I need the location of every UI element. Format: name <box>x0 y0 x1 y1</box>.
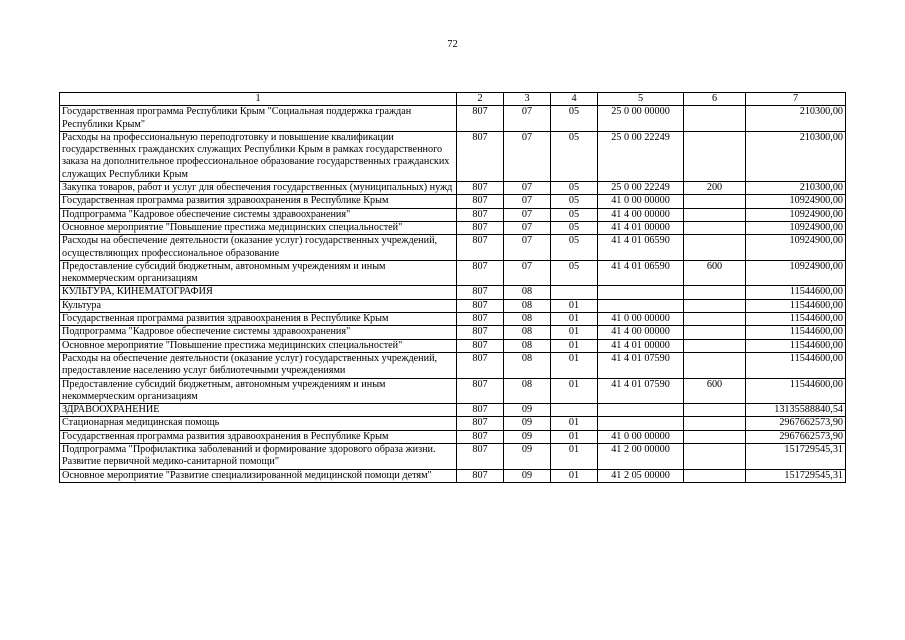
code-cell: 807 <box>457 131 504 181</box>
subsection-cell: 01 <box>551 417 598 430</box>
subsection-cell: 01 <box>551 299 598 312</box>
column-header: 3 <box>504 93 551 106</box>
code-cell: 807 <box>457 444 504 470</box>
target-article-cell: 25 0 00 00000 <box>598 106 684 132</box>
item-name-cell: Подпрограмма "Кадровое обеспечение системы здравоохранения" <box>60 208 457 221</box>
table-row <box>60 313 846 326</box>
amount-cell: 210300,00 <box>746 106 846 132</box>
target-article-cell <box>598 286 684 299</box>
target-article-cell: 41 4 01 00000 <box>598 221 684 234</box>
section-cell: 07 <box>504 235 551 261</box>
code-cell: 807 <box>457 417 504 430</box>
expense-type-cell <box>684 313 746 326</box>
code-cell: 807 <box>457 469 504 482</box>
code-cell: 807 <box>457 339 504 352</box>
amount-cell: 11544600,00 <box>746 313 846 326</box>
item-name-cell: Расходы на обеспечение деятельности (оказание услуг) государственных учреждений, предоставление населению услуг библиотечными учреждениями <box>60 352 457 378</box>
code-cell: 807 <box>457 352 504 378</box>
amount-cell: 210300,00 <box>746 131 846 181</box>
expense-type-cell <box>684 221 746 234</box>
code-cell: 807 <box>457 404 504 417</box>
section-cell: 08 <box>504 286 551 299</box>
code-cell: 807 <box>457 326 504 339</box>
code-cell: 807 <box>457 313 504 326</box>
target-article-cell: 41 4 01 06590 <box>598 235 684 261</box>
subsection-cell: 01 <box>551 378 598 404</box>
section-cell: 09 <box>504 404 551 417</box>
section-cell: 08 <box>504 378 551 404</box>
code-cell: 807 <box>457 182 504 195</box>
column-header: 7 <box>746 93 846 106</box>
amount-cell: 10924900,00 <box>746 195 846 208</box>
expense-type-cell <box>684 195 746 208</box>
subsection-cell: 01 <box>551 326 598 339</box>
target-article-cell <box>598 417 684 430</box>
item-name-cell: Подпрограмма "Кадровое обеспечение системы здравоохранения" <box>60 326 457 339</box>
amount-cell: 151729545,31 <box>746 469 846 482</box>
expense-type-cell <box>684 404 746 417</box>
expense-type-cell <box>684 339 746 352</box>
expense-type-cell <box>684 444 746 470</box>
section-cell: 07 <box>504 195 551 208</box>
table-row <box>60 286 846 299</box>
item-name-cell: Основное мероприятие "Повышение престижа медицинских специальностей" <box>60 339 457 352</box>
table-row <box>60 352 846 378</box>
item-name-cell: Государственная программа развития здравоохранения в Республике Крым <box>60 313 457 326</box>
amount-cell: 2967662573,90 <box>746 430 846 443</box>
subsection-cell: 05 <box>551 195 598 208</box>
target-article-cell: 41 0 00 00000 <box>598 313 684 326</box>
expense-type-cell <box>684 131 746 181</box>
budget-table <box>59 92 846 483</box>
amount-cell: 11544600,00 <box>746 378 846 404</box>
expense-type-cell: 200 <box>684 182 746 195</box>
subsection-cell: 01 <box>551 444 598 470</box>
section-cell: 09 <box>504 444 551 470</box>
amount-cell: 11544600,00 <box>746 339 846 352</box>
table-row <box>60 235 846 261</box>
section-cell: 07 <box>504 182 551 195</box>
table-row <box>60 404 846 417</box>
section-cell: 07 <box>504 221 551 234</box>
target-article-cell: 41 4 01 06590 <box>598 260 684 286</box>
table-row <box>60 299 846 312</box>
item-name-cell: Закупка товаров, работ и услуг для обеспечения государственных (муниципальных) нужд <box>60 182 457 195</box>
item-name-cell: Основное мероприятие "Развитие специализированной медицинской помощи детям" <box>60 469 457 482</box>
table-row <box>60 417 846 430</box>
amount-cell: 11544600,00 <box>746 326 846 339</box>
section-cell: 07 <box>504 131 551 181</box>
target-article-cell: 41 0 00 00000 <box>598 430 684 443</box>
table-row <box>60 339 846 352</box>
subsection-cell <box>551 286 598 299</box>
expense-type-cell <box>684 469 746 482</box>
subsection-cell: 05 <box>551 182 598 195</box>
amount-cell: 10924900,00 <box>746 260 846 286</box>
section-cell: 07 <box>504 106 551 132</box>
section-cell: 07 <box>504 208 551 221</box>
code-cell: 807 <box>457 106 504 132</box>
expense-type-cell <box>684 106 746 132</box>
section-cell: 08 <box>504 339 551 352</box>
subsection-cell: 01 <box>551 339 598 352</box>
table-row <box>60 444 846 470</box>
item-name-cell: Предоставление субсидий бюджетным, автономным учреждениям и иным некоммерческим организациям <box>60 378 457 404</box>
item-name-cell: Основное мероприятие "Повышение престижа медицинских специальностей" <box>60 221 457 234</box>
expense-type-cell: 600 <box>684 378 746 404</box>
target-article-cell: 25 0 00 22249 <box>598 182 684 195</box>
expense-type-cell <box>684 352 746 378</box>
table-row <box>60 378 846 404</box>
section-cell: 09 <box>504 469 551 482</box>
column-header: 6 <box>684 93 746 106</box>
amount-cell: 13135588840,54 <box>746 404 846 417</box>
target-article-cell: 41 4 00 00000 <box>598 208 684 221</box>
item-name-cell: Государственная программа развития здравоохранения в Республике Крым <box>60 430 457 443</box>
subsection-cell: 01 <box>551 430 598 443</box>
amount-cell: 10924900,00 <box>746 208 846 221</box>
target-article-cell: 41 4 00 00000 <box>598 326 684 339</box>
table-row <box>60 326 846 339</box>
code-cell: 807 <box>457 208 504 221</box>
expense-type-cell <box>684 208 746 221</box>
page-number: 72 <box>447 39 458 50</box>
subsection-cell: 05 <box>551 106 598 132</box>
target-article-cell: 41 4 01 07590 <box>598 378 684 404</box>
item-name-cell: КУЛЬТУРА, КИНЕМАТОГРАФИЯ <box>60 286 457 299</box>
code-cell: 807 <box>457 235 504 261</box>
section-cell: 08 <box>504 313 551 326</box>
table-row <box>60 131 846 181</box>
code-cell: 807 <box>457 430 504 443</box>
expense-type-cell <box>684 235 746 261</box>
expense-type-cell <box>684 286 746 299</box>
subsection-cell: 01 <box>551 352 598 378</box>
column-header: 5 <box>598 93 684 106</box>
code-cell: 807 <box>457 195 504 208</box>
subsection-cell: 05 <box>551 221 598 234</box>
subsection-cell: 01 <box>551 313 598 326</box>
target-article-cell: 41 2 05 00000 <box>598 469 684 482</box>
column-header: 1 <box>60 93 457 106</box>
amount-cell: 151729545,31 <box>746 444 846 470</box>
expense-type-cell <box>684 299 746 312</box>
subsection-cell: 05 <box>551 260 598 286</box>
column-header: 2 <box>457 93 504 106</box>
item-name-cell: Предоставление субсидий бюджетным, автономным учреждениям и иным некоммерческим организациям <box>60 260 457 286</box>
code-cell: 807 <box>457 260 504 286</box>
amount-cell: 11544600,00 <box>746 299 846 312</box>
target-article-cell <box>598 404 684 417</box>
code-cell: 807 <box>457 221 504 234</box>
target-article-cell: 41 2 00 00000 <box>598 444 684 470</box>
item-name-cell: Стационарная медицинская помощь <box>60 417 457 430</box>
code-cell: 807 <box>457 299 504 312</box>
section-cell: 08 <box>504 352 551 378</box>
target-article-cell <box>598 299 684 312</box>
expense-type-cell <box>684 417 746 430</box>
target-article-cell: 41 4 01 00000 <box>598 339 684 352</box>
amount-cell: 2967662573,90 <box>746 417 846 430</box>
amount-cell: 11544600,00 <box>746 286 846 299</box>
section-cell: 07 <box>504 260 551 286</box>
table-row <box>60 260 846 286</box>
table-row <box>60 106 846 132</box>
column-header: 4 <box>551 93 598 106</box>
table-row <box>60 208 846 221</box>
item-name-cell: Расходы на обеспечение деятельности (оказание услуг) государственных учреждений, осуществляющих профессиональное образование <box>60 235 457 261</box>
item-name-cell: Подпрограмма "Профилактика заболеваний и формирование здорового образа жизни. Развитие первичной медико-санитарной помощи" <box>60 444 457 470</box>
item-name-cell: Культура <box>60 299 457 312</box>
item-name-cell: ЗДРАВООХРАНЕНИЕ <box>60 404 457 417</box>
table-row <box>60 430 846 443</box>
section-cell: 09 <box>504 430 551 443</box>
amount-cell: 11544600,00 <box>746 352 846 378</box>
amount-cell: 210300,00 <box>746 182 846 195</box>
table-row <box>60 182 846 195</box>
expense-type-cell <box>684 430 746 443</box>
section-cell: 08 <box>504 326 551 339</box>
table-row <box>60 195 846 208</box>
subsection-cell: 05 <box>551 131 598 181</box>
subsection-cell: 05 <box>551 235 598 261</box>
table-row <box>60 221 846 234</box>
table-row <box>60 469 846 482</box>
target-article-cell: 41 0 00 00000 <box>598 195 684 208</box>
subsection-cell: 05 <box>551 208 598 221</box>
section-cell: 09 <box>504 417 551 430</box>
section-cell: 08 <box>504 299 551 312</box>
code-cell: 807 <box>457 378 504 404</box>
amount-cell: 10924900,00 <box>746 235 846 261</box>
table-header-row <box>60 93 846 106</box>
item-name-cell: Расходы на профессиональную переподготовку и повышение квалификации государственных гражданских служащих Республики Крым в рамках государственного заказа на дополнительное профессиональное образование государственных гражданских служащих Республики Крым <box>60 131 457 181</box>
subsection-cell: 01 <box>551 469 598 482</box>
item-name-cell: Государственная программа Республики Крым "Социальная поддержка граждан Республики Крым" <box>60 106 457 132</box>
subsection-cell <box>551 404 598 417</box>
code-cell: 807 <box>457 286 504 299</box>
table-body <box>60 106 846 483</box>
item-name-cell: Государственная программа развития здравоохранения в Республике Крым <box>60 195 457 208</box>
expense-type-cell: 600 <box>684 260 746 286</box>
amount-cell: 10924900,00 <box>746 221 846 234</box>
target-article-cell: 25 0 00 22249 <box>598 131 684 181</box>
expense-type-cell <box>684 326 746 339</box>
target-article-cell: 41 4 01 07590 <box>598 352 684 378</box>
